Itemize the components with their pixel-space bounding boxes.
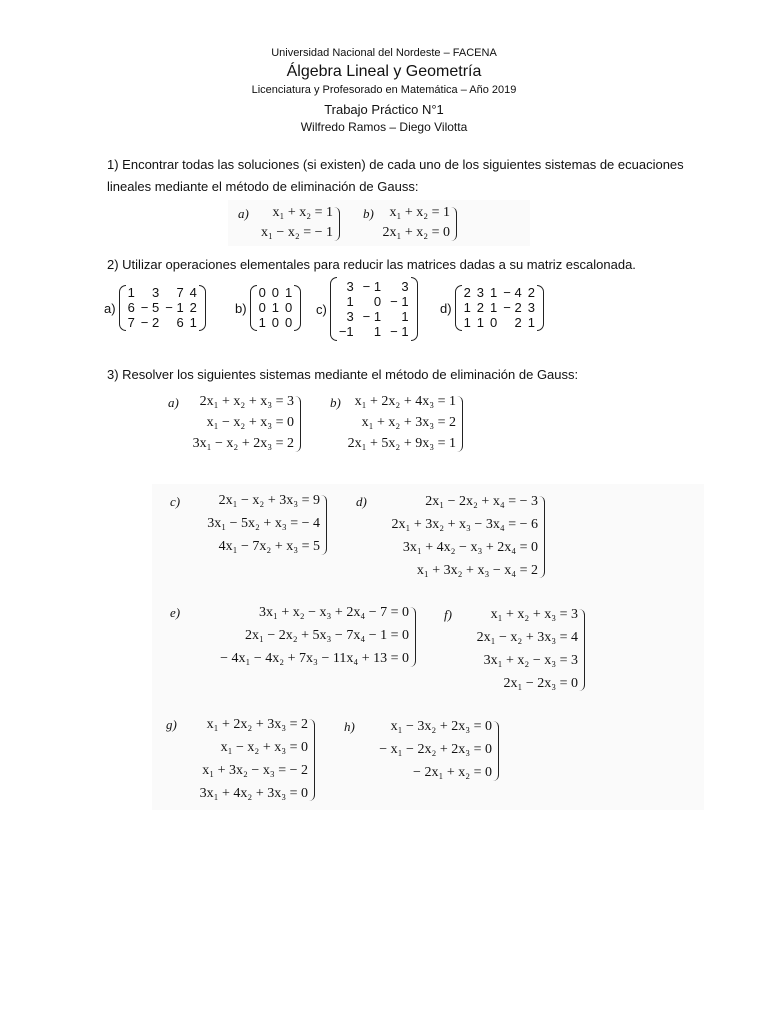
ex3-e-brace — [410, 607, 416, 667]
cell: 1 — [346, 293, 354, 309]
cell: 1 — [127, 285, 135, 300]
cell: 0 — [271, 285, 280, 300]
ex3-b-eq1: x₁ + 2x₂ + 4x₃ = 1 — [354, 394, 456, 409]
ex2-matrix-b — [235, 285, 301, 331]
cell: − 5 — [140, 300, 160, 315]
ex1-b-eq1: x₁ + x₂ = 1 — [389, 205, 450, 220]
cell: 0 — [373, 293, 382, 309]
cell: 0 — [285, 300, 293, 315]
ex3-f-brace — [579, 609, 585, 691]
cell: 6 — [176, 315, 184, 330]
ex3-e-eq1: 3x₁ + x₂ − x₃ + 2x₄ − 7 = 0 — [258, 605, 409, 620]
left-paren — [330, 277, 337, 341]
cell: − 2 — [503, 300, 522, 315]
university-name: Universidad Nacional del Nordeste – FACENA — [271, 47, 497, 59]
cell: 3 — [152, 285, 160, 300]
ex1-a-eq2: x₁ − x₂ = − 1 — [261, 225, 333, 240]
cell: 1 — [373, 323, 382, 339]
ex3-g-label: g) — [166, 717, 177, 732]
cell: 6 — [127, 300, 135, 315]
ex2-matrix-b-label: b) — [235, 300, 247, 316]
cell: 1 — [285, 285, 293, 300]
cell: 1 — [189, 315, 197, 330]
program-name: Licenciatura y Profesorado en Matemática – Año 2019 — [251, 84, 517, 96]
right-paren — [294, 285, 301, 331]
ex3-h-eq1: x₁ − 3x₂ + 2x₃ = 0 — [390, 719, 492, 734]
ex3-f-eq2: 2x₁ − x₂ + 3x₃ = 4 — [476, 630, 578, 645]
ex2-matrix-a — [104, 285, 206, 331]
left-paren — [119, 285, 126, 331]
cell: 1 — [476, 315, 485, 330]
cell: 0 — [490, 315, 498, 330]
ex1-a-brace — [334, 207, 340, 241]
left-paren — [455, 285, 462, 331]
ex1-system-b-label: b) — [363, 206, 374, 221]
cell: 0 — [271, 315, 280, 330]
ex3-a-label: a) — [168, 395, 179, 410]
ex3-c-eq3: 4x₁ − 7x₂ + x₃ = 5 — [218, 539, 320, 554]
ex2-matrix-c — [316, 277, 418, 341]
right-paren — [411, 277, 418, 341]
ex1-system-a-label: a) — [238, 206, 249, 221]
cell: − 1 — [362, 278, 382, 294]
ex3-b-brace — [457, 396, 463, 452]
cell: 0 — [258, 300, 266, 315]
ex3-d-eq1: 2x₁ − 2x₂ + x₄ = − 3 — [425, 494, 538, 509]
cell: −1 — [338, 323, 354, 339]
cell: 1 — [271, 300, 280, 315]
ex3-d-label: d) — [356, 494, 367, 509]
matrix-c-cells — [339, 280, 409, 339]
ex3-d-eq2: 2x₁ + 3x₂ + x₃ − 3x₄ = − 6 — [391, 517, 538, 532]
cell: − 1 — [362, 308, 382, 324]
matrix-a-cells — [128, 286, 197, 330]
cell: 3 — [346, 278, 354, 294]
cell: 0 — [258, 285, 266, 300]
cell: 1 — [463, 315, 471, 330]
ex2-matrix-d — [440, 285, 544, 331]
cell: 3 — [527, 300, 535, 315]
cell: 2 — [527, 285, 535, 300]
cell: − 1 — [165, 300, 184, 315]
ex1-instruction-line2: lineales mediante el método de eliminación de Gauss: — [107, 179, 419, 194]
ex3-c-brace — [321, 495, 327, 555]
course-title: Álgebra Lineal y Geometría — [286, 63, 482, 80]
matrix-b-cells — [259, 286, 293, 330]
ex2-matrix-d-label: d) — [440, 300, 452, 316]
ex3-e-eq2: 2x₁ − 2x₂ + 5x₃ − 7x₄ − 1 = 0 — [244, 628, 409, 643]
ex2-matrix-a-label: a) — [104, 300, 116, 316]
cell: 2 — [514, 315, 522, 330]
ex3-g-eq4: 3x₁ + 4x₂ + 3x₃ = 0 — [199, 786, 308, 801]
ex3-d-brace — [539, 496, 545, 578]
cell: − 2 — [140, 315, 160, 330]
cell: 2 — [463, 285, 471, 300]
cell: 1 — [527, 315, 535, 330]
cell: 2 — [189, 300, 197, 315]
authors: Wilfredo Ramos – Diego Vilotta — [300, 120, 468, 134]
ex3-f-eq3: 3x₁ + x₂ − x₃ = 3 — [483, 653, 578, 668]
ex3-h-eq2: − x₁ − 2x₂ + 2x₃ = 0 — [379, 742, 492, 757]
cell: 1 — [490, 300, 498, 315]
ex3-f-eq4: 2x₁ − 2x₃ = 0 — [503, 676, 578, 691]
ex3-c-label: c) — [170, 494, 181, 509]
ex3-h-eq3: − 2x₁ + x₂ = 0 — [413, 765, 492, 780]
ex2-instruction: 2) Utilizar operaciones elementales para reducir las matrices dadas a su matriz escalonada. — [107, 257, 636, 272]
cell: − 1 — [390, 293, 409, 309]
ex3-b-label: b) — [330, 395, 341, 410]
ex3-a-eq2: x₁ − x₂ + x₃ = 0 — [206, 415, 294, 430]
ex3-c-eq2: 3x₁ − 5x₂ + x₃ = − 4 — [207, 516, 320, 531]
right-paren — [537, 285, 544, 331]
ex3-g-eq2: x₁ − x₂ + x₃ = 0 — [220, 740, 308, 755]
cell: 7 — [127, 315, 135, 330]
matrix-d-cells — [464, 286, 535, 330]
ex3-c-eq1: 2x₁ − x₂ + 3x₃ = 9 — [218, 493, 320, 508]
cell: 3 — [346, 308, 354, 324]
ex3-a-brace — [295, 396, 301, 452]
ex3-g-eq1: x₁ + 2x₂ + 3x₃ = 2 — [206, 717, 308, 732]
ex3-g-eq3: x₁ + 3x₂ − x₃ = − 2 — [202, 763, 308, 778]
ex3-e-eq3: − 4x₁ − 4x₂ + 7x₃ − 11x₄ + 13 = 0 — [220, 651, 409, 666]
right-paren — [199, 285, 206, 331]
cell: − 1 — [390, 323, 409, 339]
ex3-instruction: 3) Resolver los siguientes sistemas mediante el método de eliminación de Gauss: — [107, 367, 579, 382]
ex1-b-brace — [451, 207, 457, 241]
ex3-g-brace — [309, 719, 315, 801]
ex1-instruction-line1: 1) Encontrar todas las soluciones (si existen) de cada uno de los siguientes sistemas de ecuaciones — [107, 157, 684, 172]
cell: 7 — [176, 285, 184, 300]
ex3-h-label: h) — [344, 719, 355, 734]
ex3-b-eq2: x₁ + x₂ + 3x₃ = 2 — [361, 415, 456, 430]
ex3-f-label: f) — [444, 607, 452, 622]
cell: 1 — [258, 315, 266, 330]
ex1-a-eq1: x₁ + x₂ = 1 — [272, 205, 333, 220]
ex3-b-eq3: 2x₁ + 5x₂ + 9x₃ = 1 — [347, 436, 456, 451]
ex3-d-eq3: 3x₁ + 4x₂ − x₃ + 2x₄ = 0 — [402, 540, 538, 555]
ex3-a-eq3: 3x₁ − x₂ + 2x₃ = 2 — [192, 436, 294, 451]
cell: 3 — [401, 278, 409, 294]
left-paren — [250, 285, 257, 331]
cell: 3 — [476, 285, 485, 300]
ex1-b-eq2: 2x₁ + x₂ = 0 — [382, 225, 450, 240]
ex3-d-eq4: x₁ + 3x₂ + x₃ − x₄ = 2 — [416, 563, 538, 578]
cell: 4 — [189, 285, 197, 300]
cell: 2 — [476, 300, 485, 315]
ex3-f-eq1: x₁ + x₂ + x₃ = 3 — [490, 607, 578, 622]
cell: 0 — [285, 315, 293, 330]
assignment-title: Trabajo Práctico N°1 — [324, 102, 444, 117]
ex2-matrix-c-label: c) — [316, 301, 327, 317]
ex3-e-label: e) — [170, 605, 181, 620]
cell: − 4 — [503, 285, 522, 300]
cell: 1 — [490, 285, 498, 300]
cell: 1 — [401, 308, 409, 324]
ex3-a-eq1: 2x₁ + x₂ + x₃ = 3 — [199, 394, 294, 409]
ex3-h-brace — [493, 721, 499, 781]
cell: 1 — [463, 300, 471, 315]
